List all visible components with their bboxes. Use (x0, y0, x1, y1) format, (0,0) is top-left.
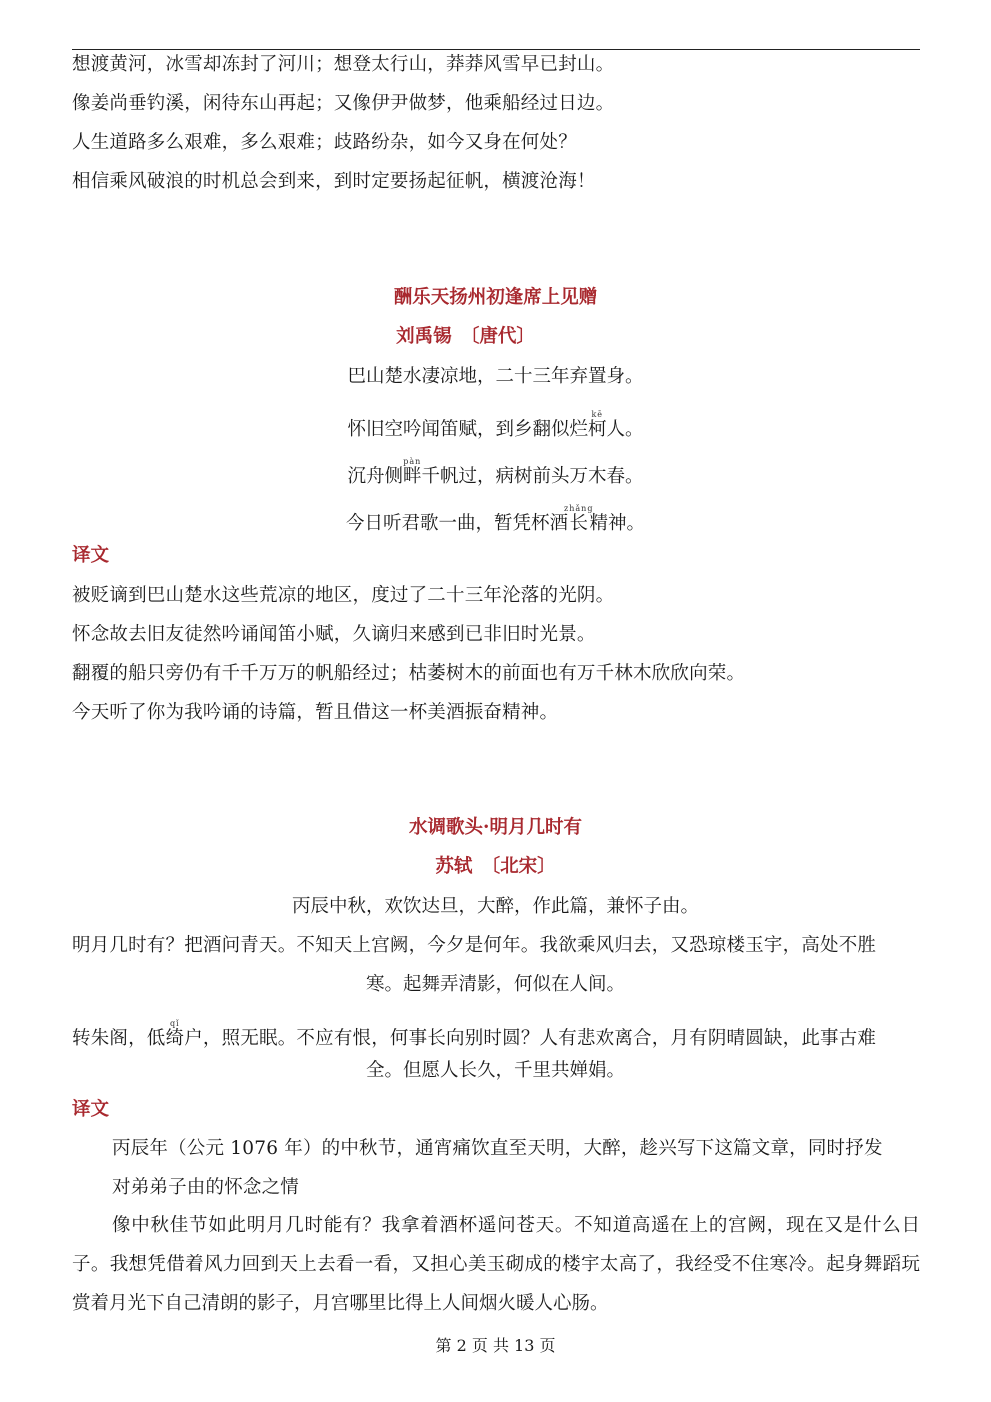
translation-line: 丙辰年（公元 1076 年）的中秋节，通宵痛饮直至天明，大醉，趁兴写下这篇文章，同时抒发 (112, 1138, 883, 1159)
translation-line: 相信乘风破浪的时机总会到来，到时定要扬起征帆，横渡沧海！ (72, 171, 596, 192)
page-number: 第 2 页 共 13 页 (435, 1336, 556, 1355)
translation-line: 被贬谪到巴山楚水这些荒凉的地区，度过了二十三年沦落的光阴。 (72, 585, 615, 606)
poem-paragraph: 明月几时有？把酒问青天。不知天上宫阙，今夕是何年。我欲乘风归去，又恐琼楼玉宇，高处不胜 (72, 935, 877, 956)
poem-line: 今日听君歌一曲，暂凭杯酒长zhǎng精神。 (346, 504, 645, 534)
poem-title: 水调歌头·明月几时有 (409, 817, 582, 838)
poem-paragraph: 全。但愿人长久，千里共婵娟。 (365, 1060, 625, 1081)
header-rule (72, 49, 920, 50)
translation-line: 怀念故去旧友徒然吟诵闻笛小赋，久谪归来感到已非旧时光景。 (72, 624, 596, 645)
poem-preface: 丙辰中秋，欢饮达旦，大醉，作此篇，兼怀子由。 (291, 896, 699, 917)
poem-author: 苏轼 〔北宋〕 (435, 856, 556, 877)
poem-paragraph: 转朱阁，低绮qǐ户，照无眠。不应有恨，何事长向别时圆？人有悲欢离合，月有阴晴圆缺，此事古难 (72, 1019, 877, 1049)
translation-line: 人生道路多么艰难，多么艰难；歧路纷杂，如今又身在何处？ (72, 132, 577, 153)
translation-line: 像姜尚垂钓溪，闲待东山再起；又像伊尹做梦，他乘船经过日边。 (72, 93, 615, 114)
translation-line: 今天听了你为我吟诵的诗篇，暂且借这一杯美酒振奋精神。 (72, 702, 559, 723)
translation-line: 对弟弟子由的怀念之情 (112, 1177, 300, 1198)
poem-line: 怀旧空吟闻笛赋，到乡翻似烂柯kē人。 (347, 410, 644, 440)
translation-paragraph: 像中秋佳节如此明月几时能有？我拿着酒杯遥问苍天。不知道高遥在上的宫阙，现在又是什么日子。我想凭借着风力回到天上去看一看，又担心美玉砌成的楼宇太高了，我经受不住寒冷。起身舞蹈玩赏着月光下自己清朗的影子，月宫哪里比得上人间烟火暖人心肠。 (72, 1215, 920, 1314)
translation-label: 译文 (72, 545, 110, 566)
poem-title: 酬乐天扬州初逢席上见赠 (393, 287, 598, 308)
translation-line: 翻覆的船只旁仍有千千万万的帆船经过；枯萎树木的前面也有万千林木欣欣向荣。 (72, 663, 746, 684)
poem-line: 沉舟侧畔pàn千帆过，病树前头万木春。 (347, 457, 644, 487)
poem-line: 巴山楚水凄凉地，二十三年弃置身。 (347, 366, 644, 387)
translation-label: 译文 (72, 1099, 110, 1120)
translation-line: 想渡黄河，冰雪却冻封了河川；想登太行山，莽莽风雪早已封山。 (72, 54, 615, 75)
poem-author: 刘禹锡 〔唐代〕 (396, 326, 535, 347)
poem-paragraph: 寒。起舞弄清影，何似在人间。 (365, 974, 625, 995)
